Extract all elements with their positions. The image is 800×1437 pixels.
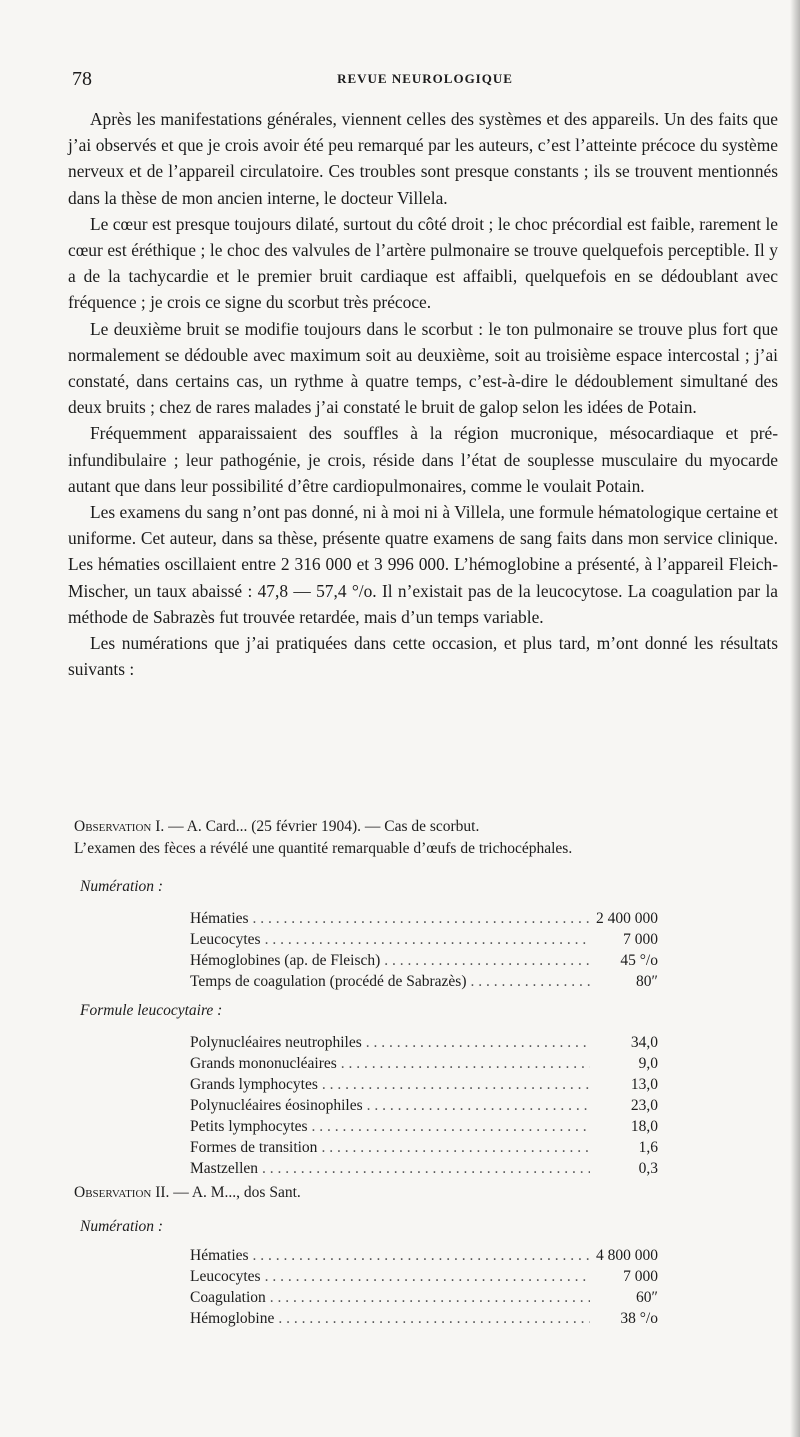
obs1-formule-table — [190, 1032, 658, 1179]
paragraph: Fréquemment apparaissaient des souffles à la région mucronique, mésocardiaque et pré-infundibulaire ; leur pathogénie, je crois, réside dans l’état de souplesse musculaire du myocarde autant que dans leur possibilité d’être cardiopulmonaires, comme le voulait Potain. — [68, 423, 778, 496]
row-label: Coagulation — [190, 1289, 266, 1306]
row-label: Hématies — [190, 910, 249, 927]
row-value: 60″ — [636, 1289, 658, 1306]
row-label: Leucocytes — [190, 931, 261, 948]
table-row — [190, 929, 658, 950]
row-value: 7 000 — [623, 1268, 658, 1285]
row-value: 80″ — [636, 973, 658, 990]
paragraph: Le cœur est presque toujours dilaté, surtout du côté droit ; le choc précordial est faible, rarement le cœur est éréthique ; le choc des valvules de l’artère pulmonaire se trouve quelquefois perceptible. Il y a de la tachycardie et le premier bruit cardiaque est affaibli, quelquefois en se dédoublant avec fréquence ; je crois ce signe du scorbut très précoce. — [68, 213, 778, 313]
paragraph: Les examens du sang n’ont pas donné, ni à moi ni à Villela, une formule hématologique certaine et uniforme. Cet auteur, dans sa thèse, présente quatre examens de sang faits dans mon service clinique. Les hématies oscillaient entre 2 316 000 et 3 996 000. L’hémoglobine a présenté, à l’appareil Fleich-Mischer, un taux abaissé : 47,8 — 57,4 °/o. Il n’existait pas de la leucocytose. La coagulation par la méthode de Sabrazès fut trouvée retardée, mais d’un temps variable. — [68, 502, 778, 627]
row-label: Hémoglobine — [190, 1310, 275, 1327]
row-value: 0,3 — [638, 1160, 658, 1177]
row-label: Leucocytes — [190, 1268, 261, 1285]
row-value: 7 000 — [623, 931, 658, 948]
observation-title: — A. M..., dos Sant. — [169, 1184, 301, 1201]
table-row — [190, 1053, 658, 1074]
row-value: 18,0 — [630, 1118, 658, 1135]
row-value: 1,6 — [638, 1139, 658, 1156]
paragraph: Le deuxième bruit se modifie toujours dans le scorbut : le ton pulmonaire se trouve plus fort que normalement se dédouble avec maximum soit au deuxième, soit au troisième espace intercostal ; j’ai constaté, dans certains cas, un rythme à quatre temps, c’est-à-dire le dédoublement simultané des deux bruits ; chez de rares malades j’ai constaté le bruit de galop selon les idées de Potain. — [68, 318, 778, 418]
row-label: Petits lymphocytes — [190, 1118, 308, 1135]
row-value: 34,0 — [630, 1034, 658, 1051]
row-label: Temps de coagulation (procédé de Sabrazès) — [190, 973, 467, 990]
row-value: 45 °/o — [620, 952, 658, 969]
paragraph: Les numérations que j’ai pratiquées dans cette occasion, et plus tard, m’ont donné les résultats suivants : — [68, 633, 778, 680]
obs1-numeration-table — [190, 908, 658, 992]
table-row — [190, 1158, 658, 1179]
page-number: 78 — [72, 68, 92, 90]
observation-2-heading — [74, 1182, 774, 1204]
row-value: 13,0 — [630, 1076, 658, 1093]
row-label: Hémoglobines (ap. de Fleisch) — [190, 952, 381, 969]
numeration-label: Numération : — [80, 1218, 164, 1235]
observation-title: — A. Card... (25 février 1904). — Cas de scorbut. — [164, 818, 480, 835]
observation-note: L’examen des fèces a révélé une quantité remarquable d’œufs de trichocéphales. — [74, 840, 573, 857]
observation-1-heading — [74, 816, 774, 860]
row-value: 2 400 000 — [596, 910, 658, 927]
row-label: Grands mononucléaires — [190, 1055, 337, 1072]
table-row — [190, 908, 658, 929]
table-row — [190, 1074, 658, 1095]
observation-label: Observation II. — [74, 1184, 170, 1201]
row-label: Mastzellen — [190, 1160, 259, 1177]
table-row — [190, 1245, 658, 1266]
obs2-numeration-table — [190, 1245, 658, 1329]
row-label: Formes de transition — [190, 1139, 318, 1156]
page-edge-shadow — [790, 0, 800, 1437]
row-value: 23,0 — [630, 1097, 658, 1114]
row-label: Grands lymphocytes — [190, 1076, 318, 1093]
table-row — [190, 1308, 658, 1329]
row-value: 9,0 — [638, 1055, 658, 1072]
table-row — [190, 1116, 658, 1137]
row-label: Polynucléaires neutrophiles — [190, 1034, 362, 1051]
table-row — [190, 950, 658, 971]
table-row — [190, 971, 658, 992]
table-row — [190, 1266, 658, 1287]
observation-label: Observation I. — [74, 818, 165, 835]
row-value: 4 800 000 — [596, 1247, 658, 1264]
body-text — [68, 106, 778, 682]
row-label: Polynucléaires éosinophiles — [190, 1097, 363, 1114]
running-title: REVUE NEUROLOGIQUE — [337, 71, 513, 86]
formule-label: Formule leucocytaire : — [80, 1002, 223, 1019]
table-row — [190, 1137, 658, 1158]
numeration-label: Numération : — [80, 878, 164, 895]
table-row — [190, 1287, 658, 1308]
row-value: 38 °/o — [620, 1310, 658, 1327]
paragraph: Après les manifestations générales, viennent celles des systèmes et des appareils. Un des faits que j’ai observés et que je crois avoir été peu remarqué par les auteurs, c’est l’atteinte précoce du système nerveux et de l’appareil circulatoire. Ces troubles sont presque constants ; ils se trouvent mentionnés dans la thèse de mon ancien interne, le docteur Villela. — [68, 109, 778, 208]
table-row — [190, 1095, 658, 1116]
table-row — [190, 1032, 658, 1053]
running-header — [72, 68, 778, 92]
row-label: Hématies — [190, 1247, 249, 1264]
